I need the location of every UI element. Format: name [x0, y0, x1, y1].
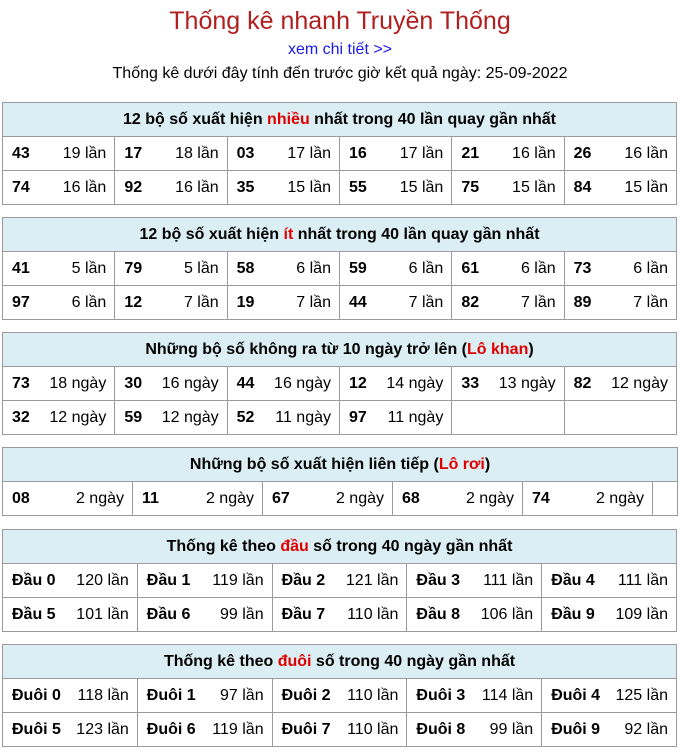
table-row — [3, 564, 677, 598]
stat-cell — [452, 252, 564, 286]
stat-count: 110 lần — [347, 605, 399, 623]
stat-number: 97 — [348, 408, 367, 426]
stat-number: Đầu 3 — [416, 571, 460, 589]
section-title-text: số trong 40 ngày gần nhất — [311, 652, 516, 670]
stat-count: 5 lần — [71, 259, 107, 277]
stat-cell — [564, 401, 676, 435]
section-title-highlight: đuôi — [277, 652, 312, 670]
stat-count: 15 lần — [399, 178, 444, 196]
stat-count: 18 lần — [175, 144, 219, 162]
table-row — [3, 137, 677, 171]
section-title — [3, 333, 677, 367]
stat-number: Đầu 8 — [416, 605, 460, 623]
stat-cell — [452, 171, 564, 205]
stat-number: Đầu 4 — [551, 571, 595, 589]
detail-link[interactable]: xem chi tiết >> — [287, 41, 393, 58]
stat-cell — [227, 252, 339, 286]
section-title-highlight: ít — [283, 225, 294, 243]
stat-number: 79 — [124, 259, 143, 277]
stat-cell — [407, 679, 542, 713]
stat-cell — [263, 482, 393, 516]
stat-cell — [3, 252, 115, 286]
stat-count: 119 lần — [212, 720, 264, 738]
stat-count: 11 ngày — [387, 408, 444, 426]
stat-cell — [407, 564, 542, 598]
stat-number: 44 — [348, 293, 367, 311]
stat-count: 14 ngày — [386, 374, 444, 392]
stat-count: 16 lần — [62, 178, 107, 196]
stat-number: Đầu 0 — [12, 571, 56, 589]
stat-number: Đầu 5 — [12, 605, 56, 623]
stat-number: 43 — [12, 144, 30, 162]
section-title-text: nhất trong 40 lần quay gần nhất — [309, 110, 556, 128]
stat-number: 67 — [272, 489, 290, 507]
stat-number: 89 — [573, 293, 592, 311]
stat-number: Đuôi 6 — [146, 720, 196, 738]
stat-number: 52 — [236, 408, 255, 426]
stat-cell — [3, 679, 138, 713]
stat-count: 99 lần — [489, 720, 534, 738]
stat-cell — [227, 286, 339, 320]
table-row — [3, 367, 677, 401]
stat-cell — [3, 401, 115, 435]
table-row — [3, 171, 677, 205]
stat-number: 73 — [573, 259, 592, 277]
stat-number: Đuôi 9 — [551, 720, 601, 738]
section-title-highlight: Lô khan — [467, 340, 529, 358]
stat-count: 106 lần — [480, 605, 534, 623]
stat-number: 21 — [461, 144, 480, 162]
stat-count: 97 lần — [220, 686, 264, 704]
stat-count: 7 lần — [520, 293, 556, 311]
table-row — [3, 679, 677, 713]
stat-cell — [137, 679, 272, 713]
stat-number: 41 — [12, 259, 30, 277]
stat-cell — [523, 482, 653, 516]
stat-number: 33 — [461, 374, 480, 392]
stat-count: 2 ngày — [465, 489, 514, 507]
section-title-text: nhất trong 40 lần quay gần nhất — [293, 225, 540, 243]
section-title-text: số trong 40 ngày gần nhất — [308, 537, 513, 555]
stat-count: 111 lần — [617, 571, 668, 589]
stat-number: 75 — [461, 178, 480, 196]
dau-stats-table — [2, 529, 677, 632]
empty-cell — [653, 482, 678, 516]
section-title — [3, 645, 677, 679]
stat-number: 30 — [124, 374, 143, 392]
stat-count: 6 lần — [296, 259, 331, 277]
section-title-text: Những bộ số xuất hiện liên tiếp ( — [189, 455, 439, 473]
stat-count: 123 lần — [76, 720, 129, 738]
stat-cell — [115, 401, 227, 435]
stat-cell — [393, 482, 523, 516]
stat-cell — [452, 367, 564, 401]
stat-count: 12 ngày — [611, 374, 668, 392]
stat-cell — [137, 598, 272, 632]
lo-khan-table — [2, 332, 677, 435]
section-title — [3, 103, 677, 137]
stat-count: 7 lần — [296, 293, 331, 311]
stat-cell — [3, 482, 133, 516]
stat-number: 59 — [124, 408, 143, 426]
stat-number: 08 — [12, 489, 30, 507]
stat-count: 2 ngày — [335, 489, 384, 507]
stat-cell — [542, 598, 677, 632]
stat-count: 114 lần — [481, 686, 534, 704]
section-title — [3, 218, 677, 252]
stat-cell — [3, 137, 115, 171]
stat-count: 16 ngày — [274, 374, 331, 392]
stat-count: 16 ngày — [161, 374, 219, 392]
stat-cell — [137, 564, 272, 598]
section-title — [3, 448, 678, 482]
page-title: Thống kê nhanh Truyền Thống — [169, 7, 511, 35]
stat-cell — [227, 171, 339, 205]
stat-number: 84 — [573, 178, 592, 196]
stat-number: 32 — [12, 408, 30, 426]
stat-count: 6 lần — [71, 293, 107, 311]
stat-count: 15 lần — [512, 178, 556, 196]
stat-cell — [272, 713, 407, 747]
section-title-text: ) — [484, 455, 491, 473]
section-title-text: Thống kê theo — [163, 652, 278, 670]
section-title-text: Thống kê theo — [166, 537, 281, 555]
stat-count: 99 lần — [220, 605, 264, 623]
stat-cell — [115, 252, 227, 286]
duoi-stats-table — [2, 644, 677, 747]
section-title-text: ) — [528, 340, 534, 358]
stat-cell — [452, 137, 564, 171]
stat-cell — [542, 679, 677, 713]
stat-cell — [137, 713, 272, 747]
stat-number: Đầu 7 — [281, 605, 326, 623]
stat-count: 17 lần — [399, 144, 444, 162]
stat-cell — [133, 482, 263, 516]
stat-count: 15 lần — [624, 178, 668, 196]
stat-count: 12 ngày — [161, 408, 219, 426]
stat-cell — [272, 679, 407, 713]
stat-number: 97 — [12, 293, 30, 311]
table-row — [3, 286, 677, 320]
least-frequent-table — [2, 217, 677, 320]
stat-count: 6 lần — [633, 259, 668, 277]
stat-number: Đầu 2 — [281, 571, 326, 589]
stat-count: 16 lần — [175, 178, 219, 196]
most-frequent-table — [2, 102, 677, 205]
stat-cell — [3, 286, 115, 320]
stat-number: Đầu 6 — [146, 605, 191, 623]
stat-cell — [564, 367, 676, 401]
stat-count: 7 lần — [408, 293, 444, 311]
table-row — [3, 598, 677, 632]
stat-cell — [564, 252, 676, 286]
stat-cell — [3, 367, 115, 401]
stat-number: 03 — [236, 144, 255, 162]
stat-cell — [227, 401, 339, 435]
stat-number: 17 — [124, 144, 143, 162]
stat-cell — [339, 252, 451, 286]
stat-cell — [115, 286, 227, 320]
stat-cell — [564, 171, 676, 205]
stat-cell — [407, 713, 542, 747]
stat-number: 61 — [461, 259, 480, 277]
stat-count: 5 lần — [183, 259, 219, 277]
stat-number: 68 — [402, 489, 420, 507]
lo-roi-table — [2, 447, 678, 516]
stat-count: 19 lần — [62, 144, 107, 162]
stat-count: 92 lần — [624, 720, 668, 738]
stat-cell — [3, 713, 138, 747]
stat-count: 110 lần — [347, 686, 399, 704]
table-row — [3, 713, 677, 747]
stat-cell — [272, 564, 407, 598]
stat-number: 82 — [461, 293, 480, 311]
stat-count: 120 lần — [76, 571, 129, 589]
stat-number: 35 — [236, 178, 255, 196]
stat-count: 118 lần — [77, 686, 129, 704]
stat-number: Đầu 9 — [551, 605, 595, 623]
stat-count: 111 lần — [483, 571, 534, 589]
stat-count: 16 lần — [512, 144, 556, 162]
stat-number: Đuôi 3 — [416, 686, 466, 704]
stat-number: Đuôi 0 — [12, 686, 61, 704]
stat-cell — [339, 137, 451, 171]
stat-count: 119 lần — [212, 571, 264, 589]
stat-number: 74 — [12, 178, 30, 196]
stat-cell — [564, 286, 676, 320]
stat-cell — [339, 171, 451, 205]
stat-number: 16 — [348, 144, 367, 162]
stat-cell — [115, 171, 227, 205]
stat-number: 73 — [12, 374, 30, 392]
stat-count: 2 ngày — [205, 489, 254, 507]
section-title-text: Những bộ số không ra từ 10 ngày trở lên ( — [145, 340, 467, 358]
section-title-highlight: nhiều — [267, 110, 310, 128]
stat-count: 12 ngày — [49, 408, 107, 426]
stat-count: 2 ngày — [595, 489, 644, 507]
stat-count: 11 ngày — [275, 408, 331, 426]
section-title-text: 12 bộ số xuất hiện — [123, 110, 268, 128]
stat-number: 82 — [573, 374, 592, 392]
stat-number: Đuôi 2 — [281, 686, 331, 704]
stat-number: 59 — [348, 259, 367, 277]
stat-cell — [272, 598, 407, 632]
stat-cell — [407, 598, 542, 632]
table-row — [3, 401, 677, 435]
stat-count: 2 ngày — [75, 489, 124, 507]
stat-count: 17 lần — [287, 144, 331, 162]
stat-count: 6 lần — [520, 259, 556, 277]
stat-number: 55 — [348, 178, 367, 196]
stat-number: 92 — [124, 178, 143, 196]
stat-count: 18 ngày — [49, 374, 107, 392]
stat-number: 58 — [236, 259, 255, 277]
stat-cell — [452, 401, 564, 435]
stat-count: 16 lần — [624, 144, 668, 162]
section-title-text: 12 bộ số xuất hiện — [139, 225, 284, 243]
stat-count: 15 lần — [287, 178, 331, 196]
stat-cell — [339, 401, 451, 435]
stat-cell — [542, 713, 677, 747]
stat-count: 121 lần — [345, 571, 399, 589]
stat-cell — [227, 367, 339, 401]
stat-cell — [115, 137, 227, 171]
stat-number: Đuôi 1 — [146, 686, 196, 704]
stat-cell — [564, 137, 676, 171]
section-title-highlight: đầu — [280, 537, 309, 555]
stat-cell — [542, 564, 677, 598]
stat-number: Đuôi 5 — [12, 720, 61, 738]
stat-cell — [115, 367, 227, 401]
stat-cell — [227, 137, 339, 171]
stat-cell — [339, 367, 451, 401]
stat-count: 110 lần — [347, 720, 399, 738]
stat-number: Đuôi 7 — [281, 720, 331, 738]
stat-number: Đuôi 4 — [551, 686, 601, 704]
stat-number: Đuôi 8 — [416, 720, 466, 738]
stat-number: 12 — [348, 374, 367, 392]
stat-count: 7 lần — [633, 293, 668, 311]
stat-count: 109 lần — [615, 605, 668, 623]
stat-number: 26 — [573, 144, 592, 162]
stat-cell — [3, 598, 138, 632]
page-header — [0, 0, 680, 84]
stat-number: Đầu 1 — [146, 571, 191, 589]
section-title — [3, 530, 677, 564]
stat-number: 12 — [124, 293, 143, 311]
stat-cell — [3, 564, 138, 598]
section-title-highlight: Lô rơi — [438, 455, 485, 473]
stat-number: 11 — [142, 489, 159, 507]
table-row — [3, 252, 677, 286]
stat-count: 6 lần — [408, 259, 444, 277]
table-row — [3, 482, 678, 516]
stat-count: 125 lần — [615, 686, 668, 704]
stat-cell — [339, 286, 451, 320]
stat-cell — [452, 286, 564, 320]
stat-number: 19 — [236, 293, 255, 311]
stat-count: 101 lần — [76, 605, 129, 623]
stat-count: 13 ngày — [498, 374, 556, 392]
stat-number: 74 — [532, 489, 550, 507]
page-subtitle: Thống kê dưới đây tính đến trước giờ kết quả ngày: 25-09-2022 — [112, 65, 568, 82]
stat-cell — [3, 171, 115, 205]
stat-count: 7 lần — [183, 293, 219, 311]
stat-number: 44 — [236, 374, 255, 392]
